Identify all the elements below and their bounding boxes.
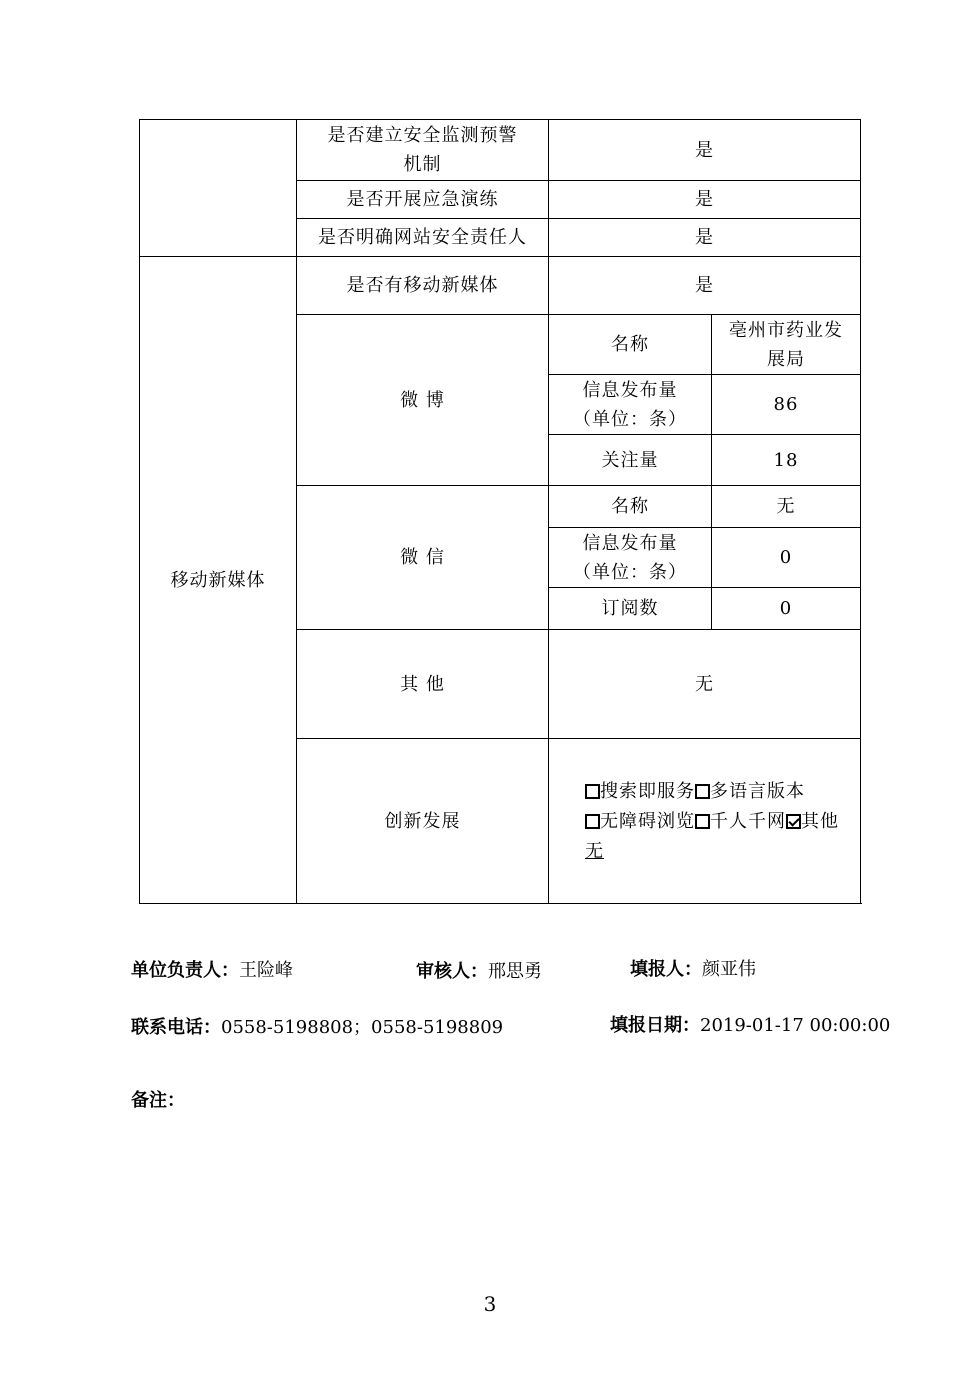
innovation-label: 创新发展 [297, 739, 549, 904]
checkbox-icon[interactable] [585, 814, 600, 829]
weibo-posts-label: 信息发布量（单位：条） [549, 375, 712, 435]
phone-label: 联系电话： [131, 1017, 221, 1038]
innovation-option-list [585, 775, 850, 837]
wechat-posts-label: 信息发布量（单位：条） [549, 528, 712, 588]
option-label: 千人千网 [710, 811, 786, 832]
checkbox-icon[interactable] [585, 784, 600, 799]
unit-head-value: 王险峰 [239, 960, 293, 981]
option-label: 无障碍浏览 [600, 811, 695, 832]
wechat-posts-value: 0 [712, 528, 861, 588]
table-row [140, 120, 861, 181]
reviewer-value: 邢思勇 [488, 961, 542, 982]
wechat-subs-value: 0 [712, 588, 861, 630]
reviewer [416, 957, 542, 983]
other-value: 无 [549, 630, 861, 739]
innovation-other-text [585, 837, 850, 867]
weibo-name-label: 名称 [549, 315, 712, 375]
unit-head [131, 956, 293, 982]
a-monitoring: 是 [549, 120, 861, 181]
option-label: 其他 [801, 811, 839, 832]
option-label: 搜索即服务 [600, 781, 695, 802]
weibo-posts-value: 86 [712, 375, 861, 435]
date-label: 填报日期： [610, 1015, 700, 1036]
weibo-name-value: 亳州市药业发展局 [712, 315, 861, 375]
option-multilingual[interactable] [695, 781, 805, 802]
phone-value: 0558-5198808；0558-5198809 [221, 1017, 504, 1038]
mobile-media-label: 移动新媒体 [140, 257, 297, 904]
option-personalized[interactable] [695, 811, 786, 832]
report-table [139, 119, 861, 904]
weibo-label: 微 博 [297, 315, 549, 486]
contact-phone [131, 1013, 503, 1039]
a-has-media: 是 [549, 257, 861, 315]
wechat-name-value: 无 [712, 486, 861, 528]
page-number: 3 [483, 1292, 497, 1316]
weibo-followers-value: 18 [712, 435, 861, 486]
remark-label: 备注： [131, 1090, 185, 1111]
q-monitoring: 是否建立安全监测预警机制 [297, 120, 549, 181]
option-accessible-browsing[interactable] [585, 811, 695, 832]
other-text-value: 无 [585, 841, 604, 862]
option-other[interactable] [786, 811, 839, 832]
remark [131, 1086, 185, 1112]
filler-label: 填报人： [630, 959, 702, 980]
a-drill: 是 [549, 181, 861, 219]
filler-value: 颜亚伟 [702, 959, 756, 980]
security-section-cell [140, 120, 297, 257]
q-responsible: 是否明确网站安全责任人 [297, 219, 549, 257]
checkbox-icon[interactable] [695, 784, 710, 799]
option-label: 多语言版本 [710, 781, 805, 802]
innovation-options [549, 739, 861, 904]
wechat-subs-label: 订阅数 [549, 588, 712, 630]
q-drill: 是否开展应急演练 [297, 181, 549, 219]
other-label: 其 他 [297, 630, 549, 739]
unit-head-label: 单位负责人： [131, 960, 239, 981]
q-has-media: 是否有移动新媒体 [297, 257, 549, 315]
date-value: 2019-01-17 00:00:00 [700, 1015, 891, 1036]
option-search-service[interactable] [585, 781, 695, 802]
reviewer-label: 审核人： [416, 961, 488, 982]
weibo-followers-label: 关注量 [549, 435, 712, 486]
fill-date [610, 1011, 890, 1037]
filler [630, 955, 756, 981]
table-row [140, 257, 861, 315]
checked-checkbox-icon[interactable] [786, 814, 801, 829]
checkbox-icon[interactable] [695, 814, 710, 829]
wechat-label: 微 信 [297, 486, 549, 630]
a-responsible: 是 [549, 219, 861, 257]
wechat-name-label: 名称 [549, 486, 712, 528]
